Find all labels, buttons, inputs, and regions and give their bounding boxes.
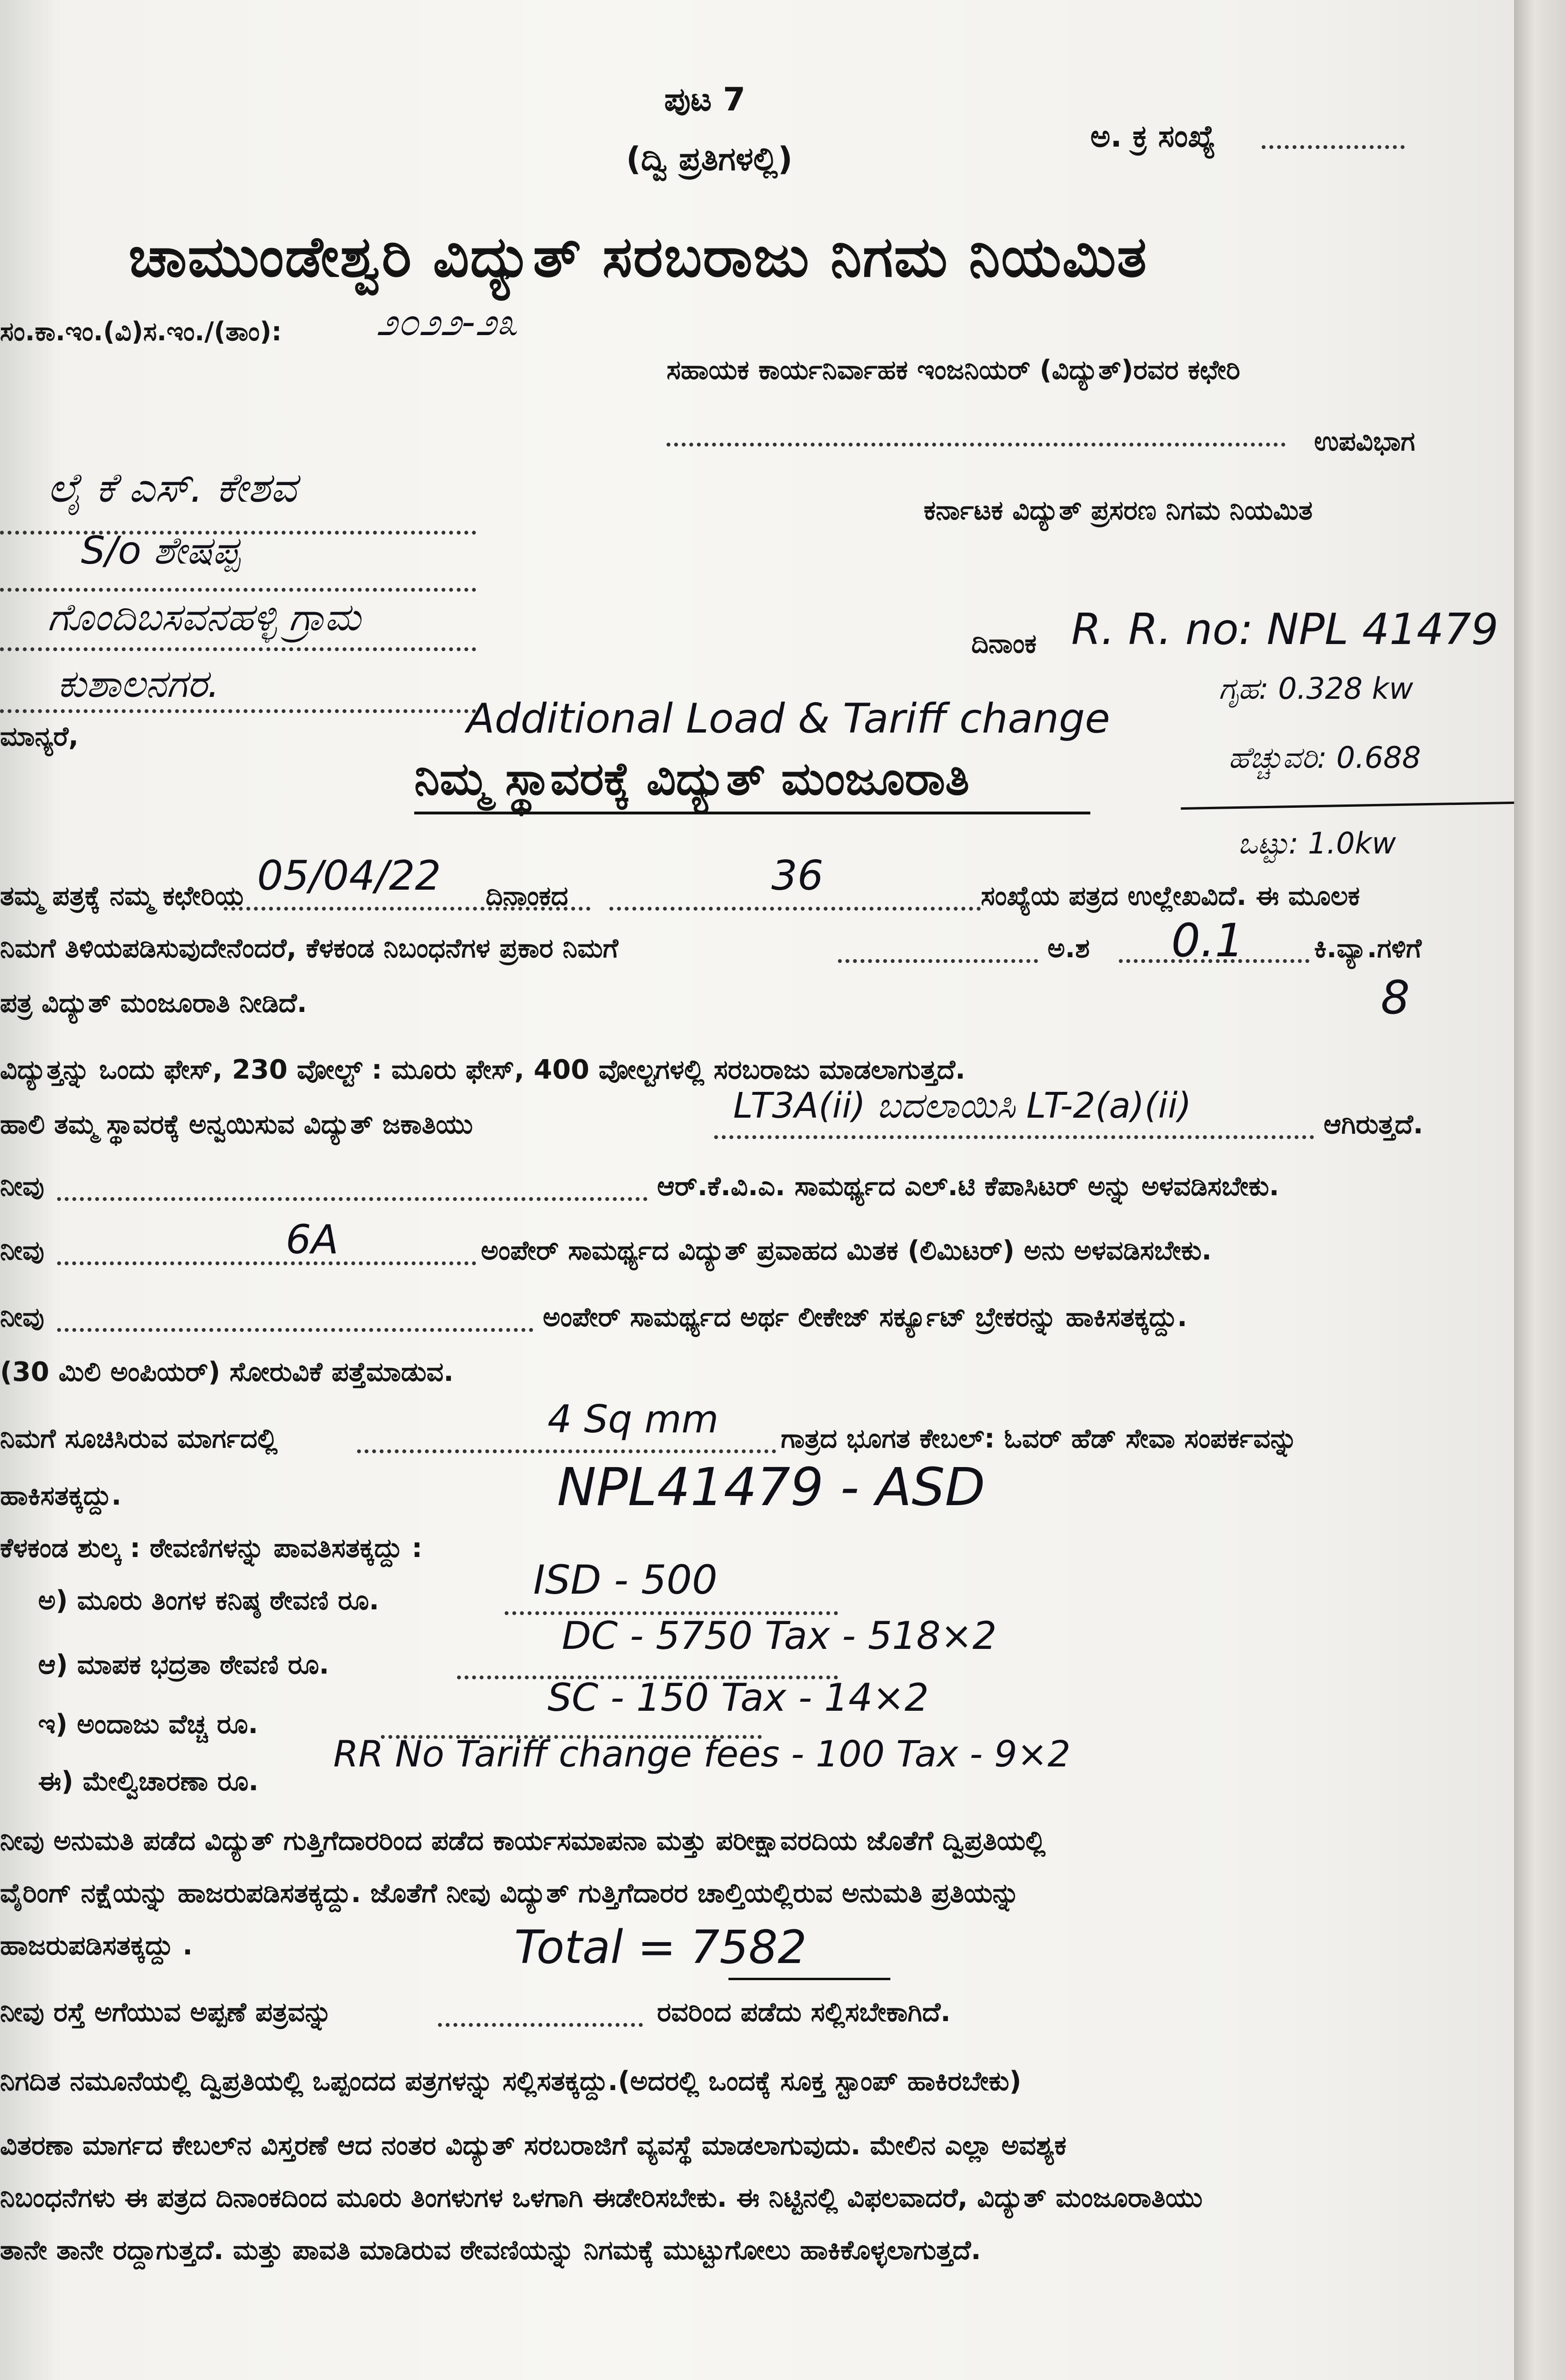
salutation: ಮಾನ್ಯರೆ, (0, 721, 79, 752)
letter-number: 36 (771, 852, 824, 900)
tariff-value: LT3A(ii) ಬದಲಾಯಿಸಿ LT-2(a)(ii) (733, 1085, 1192, 1126)
subdivision-field (667, 443, 1286, 446)
subject-heading: ನಿಮ್ಮ ಸ್ಥಾವರಕ್ಕೆ ವಿದ್ಯುತ್ ಮಂಜೂರಾತಿ (414, 752, 969, 805)
total-amount: Total = 7582 (514, 1921, 807, 1974)
subdivision-label: ಉಪವಿಭಾಗ (1314, 426, 1415, 457)
hp-label: ಅ.ಶ (1047, 933, 1090, 964)
kw-label: ಕಿ.ವ್ಯಾ.ಗಳಿಗೆ (1314, 933, 1422, 964)
letter-number-field (609, 907, 981, 911)
supply-voltage-para: ವಿದ್ಯುತ್ತನ್ನು ಒಂದು ಫೇಸ್, 230 ವೋಲ್ಟ್ : ಮೂರು ಫೇಸ್, 400 ವೋಲ್ಟಗಳಲ್ಲಿ ಸರಬರಾಜು ಮಾಡಲಾಗುತ್ತದೆ. (0, 1054, 966, 1085)
road-cutting-text-b: ರವರಿಂದ ಪಡೆದು ಸಲ್ಲಿಸಬೇಕಾಗಿದೆ. (657, 1997, 951, 2028)
fee-value-meter-deposit: DC - 5750 Tax - 518×2 (562, 1614, 997, 1658)
tariff-text-b: ಆಗಿರುತ್ತದೆ. (1324, 1109, 1424, 1140)
serial-number-field (1262, 145, 1405, 149)
addressee-town: ಕುಶಾಲನಗರ. (57, 662, 219, 706)
elcb-field (57, 1328, 533, 1332)
rr-number: R. R. no: NPL 41479 (1071, 605, 1499, 654)
para-1-text-c: ಸಂಖ್ಯೆಯ ಪತ್ರದ ಉಲ್ಲೇಖವಿದೆ. ಈ ಮೂಲಕ (981, 881, 1360, 912)
limiter-text-b: ಅಂಪೇರ್ ಸಾಮರ್ಥ್ಯದ ವಿದ್ಯುತ್ ಪ್ರವಾಹದ ಮಿತಕ (ಲಿಮಿಟರ್) ಅನು ಅಳವಡಿಸಬೇಕು. (481, 1235, 1212, 1266)
kptcl-name: ಕರ್ನಾಟಕ ವಿದ್ಯುತ್ ಪ್ರಸರಣ ನಿಗಮ ನಿಯಮಿತ (924, 495, 1313, 526)
subject-underline (414, 812, 1090, 814)
hp-field (838, 959, 1038, 963)
letter-date: 05/04/22 (257, 852, 441, 900)
capacitor-text-a: ನೀವು (0, 1171, 44, 1202)
para-2-text-a: ನಿಮಗೆ ತಿಳಿಯಪಡಿಸುವುದೇನೆಂದರೆ, ಕೆಳಕಂಡ ನಿಬಂಧನೆಗಳ ಪ್ರಕಾರ ನಿಮಗೆ (0, 933, 618, 964)
elcb-text-b: ಅಂಪೇರ್ ಸಾಮರ್ಥ್ಯದ ಅರ್ಥ ಲೀಕೇಜ್ ಸರ್ಕ್ಯೂಟ್ ಬ್ರೇಕರನ್ನು ಹಾಕಿಸತಕ್ಕದ್ದು. (543, 1302, 1187, 1333)
addressee-name: ಲೈ ಕೆ ಎಸ್. ಕೇಶವ (48, 464, 297, 512)
fee-label-supervision: ಈ) ಮೇಲ್ವಿಚಾರಣಾ ರೂ. (38, 1766, 259, 1797)
asd-reference: NPL41479 - ASD (557, 1457, 986, 1517)
conditions-line-2: ನಿಬಂಧನೆಗಳು ಈ ಪತ್ರದ ದಿನಾಂಕದಿಂದ ಮೂರು ತಿಂಗಳುಗಳ ಒಳಗಾಗಿ ಈಡೇರಿಸಬೇಕು. ಈ ನಿಟ್ಟಿನಲ್ಲಿ ವಿಫಲವಾದರೆ, ವಿದ್ಯುತ್ ಮಂಜೂರಾತಿಯು (0, 2182, 1203, 2213)
tariff-text-a: ಹಾಲಿ ತಮ್ಮ ಸ್ಥಾವರಕ್ಕೆ ಅನ್ವಯಿಸುವ ವಿದ್ಯುತ್ ಜಕಾತಿಯು (0, 1109, 473, 1140)
limiter-text-a: ನೀವು (0, 1235, 44, 1266)
road-cutting-field (438, 2023, 643, 2027)
addressee-village: ಗೊಂದಿಬಸವನಹಳ್ಳಿ ಗ್ರಾಮ (48, 595, 361, 639)
addressee-line-4 (0, 709, 476, 713)
officer-signature (1057, 2370, 1266, 2380)
office-name: ಸಹಾಯಕ ಕಾರ್ಯನಿರ್ವಾಹಕ ಇಂಜನಿಯರ್ (ವಿದ್ಯುತ್)ರವರ ಕಛೇರಿ (667, 355, 1240, 386)
additional-load-note: Additional Load & Tariff change (467, 695, 1110, 743)
para-3: ಪತ್ರ ವಿದ್ಯುತ್ ಮಂಜೂರಾತಿ ನೀಡಿದೆ. (0, 988, 307, 1019)
cable-text-a: ನಿಮಗೆ ಸೂಚಿಸಿರುವ ಮಾರ್ಗದಲ್ಲಿ (0, 1423, 278, 1454)
wiring-para-line-3: ಹಾಜರುಪಡಿಸತಕ್ಕದ್ದು . (0, 1930, 193, 1961)
total-load: ಒಟ್ಟು: 1.0kw (1238, 826, 1396, 861)
existing-load: ಗೃಹ: 0.328 kw (1219, 671, 1414, 706)
wiring-para-line-2: ವೈರಿಂಗ್ ನಕ್ಷೆಯನ್ನು ಹಾಜರುಪಡಿಸತಕ್ಕದ್ದು. ಜೊತೆಗೆ ನೀವು ವಿದ್ಯುತ್ ಗುತ್ತಿಗೆದಾರರ ಚಾಲ್ತಿಯಲ್ಲಿರುವ ಅನುಮತಿ ಪ್ರತಿಯನ್ನು (0, 1878, 1020, 1909)
fee-label-isd: ಅ) ಮೂರು ತಿಂಗಳ ಕನಿಷ್ಠ ಠೇವಣಿ ರೂ. (38, 1585, 379, 1616)
capacitor-text-b: ಆರ್.ಕೆ.ವಿ.ಎ. ಸಾಮರ್ಥ್ಯದ ಎಲ್.ಟಿ ಕೆಪಾಸಿಟರ್ ಅನ್ನು ಅಳವಡಿಸಬೇಕು. (657, 1171, 1279, 1202)
conditions-line-3: ತಾನೇ ತಾನೇ ರದ್ದಾಗುತ್ತದೆ. ಮತ್ತು ಪಾವತಿ ಮಾಡಿರುವ ಠೇವಣಿಯನ್ನು ನಿಗಮಕ್ಕೆ ಮುಟ್ಟುಗೋಲು ಹಾಕಿಕೊಳ್ಳಲಾಗುತ್ತದೆ. (0, 2235, 981, 2266)
fee-value-supervision: RR No Tariff change fees - 100 Tax - 9×2 (333, 1733, 1071, 1775)
fee-label-estimate: ಇ) ಅಂದಾಜು ವೆಚ್ಚ ರೂ. (38, 1709, 259, 1740)
form-number: ಪುಟ 7 (664, 81, 746, 119)
fee-value-estimate: SC - 150 Tax - 14×2 (548, 1676, 929, 1720)
tariff-field (714, 1135, 1314, 1139)
elcb-note: (30 ಮಿಲಿ ಅಂಪಿಯರ್) ಸೋರುವಿಕೆ ಪತ್ತೆಮಾಡುವ. (0, 1357, 454, 1388)
additional-load: ಹೆಚ್ಚುವರಿ: 0.688 (1228, 740, 1421, 775)
limiter-field (57, 1261, 476, 1265)
reference-number: ೨೦೨೨-೨೩ (376, 300, 518, 344)
sanctioned-hp: 0.1 (1171, 914, 1244, 967)
addressee-line-2 (0, 588, 476, 592)
cable-text-b: ಗಾತ್ರದ ಭೂಗತ ಕೇಬಲ್: ಓವರ್ ಹೆಡ್ ಸೇವಾ ಸಂಪರ್ಕವನ್ನು (781, 1423, 1297, 1454)
cable-size: 4 Sq mm (548, 1397, 719, 1441)
para-1-text-a: ತಮ್ಮ ಪತ್ರಕ್ಕೆ ನಮ್ಮ ಕಛೇರಿಯ (0, 881, 244, 912)
sanctioned-kw: 8 (1381, 971, 1410, 1024)
cable-text-c: ಹಾಕಿಸತಕ್ಕದ್ದು. (0, 1480, 122, 1511)
copies-note: (ದ್ವಿ ಪ್ರತಿಗಳಲ್ಲಿ) (626, 140, 793, 178)
page-edge-shadow (1514, 0, 1565, 2380)
cable-size-field (357, 1449, 776, 1453)
serial-number-label: ಅ. ಕ್ರ ಸಂಖ್ಯೆ (1090, 119, 1216, 154)
addressee-line-3 (0, 647, 476, 651)
fee-label-meter-deposit: ಆ) ಮಾಪಕ ಭದ್ರತಾ ಠೇವಣಿ ರೂ. (38, 1649, 329, 1680)
addressee-relation: S/o ಶೇಷಪ್ಪ (81, 528, 240, 573)
capacitor-field (57, 1197, 648, 1201)
road-cutting-text-a: ನೀವು ರಸ್ತೆ ಅಗೆಯುವ ಅಪ್ಪಣೆ ಪತ್ರವನ್ನು (0, 1997, 332, 2028)
conditions-line-1: ವಿತರಣಾ ಮಾರ್ಗದ ಕೇಬಲ್‌ನ ವಿಸ್ತರಣೆ ಆದ ನಂತರ ವಿದ್ಯುತ್ ಸರಬರಾಜಿಗೆ ವ್ಯವಸ್ಥೆ ಮಾಡಲಾಗುವುದು. ಮೇಲಿನ ಎಲ್ಲಾ ಅವಶ್ಯಕ (0, 2130, 1067, 2161)
agreement-para: ನಿಗದಿತ ನಮೂನೆಯಲ್ಲಿ ದ್ವಿಪ್ರತಿಯಲ್ಲಿ ಒಪ್ಪಂದದ ಪತ್ರಗಳನ್ನು ಸಲ್ಲಿಸತಕ್ಕದ್ದು.(ಅದರಲ್ಲಿ ಒಂದಕ್ಕೆ ಸೂಕ್ತ ಸ್ಟಾಂಪ್ ಹಾಕಿರಬೇಕು) (0, 2066, 1022, 2097)
para-1-text-b: ದಿನಾಂಕದ (486, 881, 568, 912)
load-separator (1181, 802, 1514, 810)
elcb-text-a: ನೀವು (0, 1302, 44, 1333)
fee-value-isd: ISD - 500 (533, 1557, 718, 1603)
wiring-para-line-1: ನೀವು ಅನುಮತಿ ಪಡೆದ ವಿದ್ಯುತ್ ಗುತ್ತಿಗೆದಾರರಿಂದ ಪಡೆದ ಕಾರ್ಯಸಮಾಪನಾ ಮತ್ತು ಪರೀಕ್ಷಾವರದಿಯ ಜೊತೆಗೆ ದ್ವಿಪ್ರತಿಯಲ್ಲಿ (0, 1825, 1046, 1856)
total-underline (728, 1978, 890, 1980)
company-name: ಚಾಮುಂಡೇಶ್ವರಿ ವಿದ್ಯುತ್ ಸರಬರಾಜು ನಿಗಮ ನಿಯಮಿತ (129, 224, 1148, 289)
limiter-amps: 6A (286, 1216, 339, 1263)
fees-heading: ಕೆಳಕಂಡ ಶುಲ್ಕ : ಠೇವಣಿಗಳನ್ನು ಪಾವತಿಸತಕ್ಕದ್ದು : (0, 1533, 423, 1564)
date-label: ದಿನಾಂಕ (971, 628, 1037, 659)
reference-label: ಸಂ.ಕಾ.ಇಂ.(ವಿ)ಸ.ಇಂ./(ತಾಂ): (0, 317, 282, 347)
